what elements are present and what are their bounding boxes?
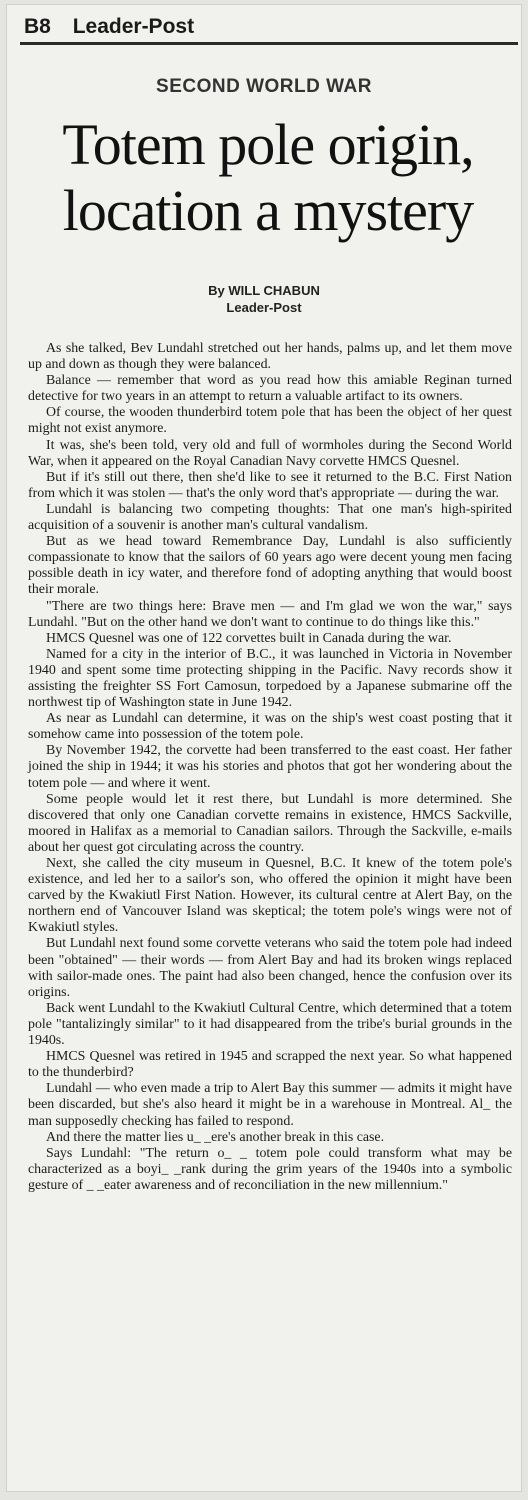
masthead: [24, 14, 504, 40]
byline-org: Leader-Post: [226, 300, 302, 315]
newspaper-name: Leader-Post: [72, 15, 195, 38]
byline: [0, 282, 528, 316]
article-paragraph: Back went Lundahl to the Kwakiutl Cultural Centre, which determined that a totem pole "tantalizingly similar" to it had disappeared from the tribe's burial grounds in the 1940s.: [28, 1000, 512, 1049]
headline: [14, 112, 522, 244]
article-paragraph: Lundahl — who even made a trip to Alert Bay this summer — admits it might have been discarded, but she's also heard it might be in a warehouse in Montreal. Al_ the man supposedly checking has failed to respond.: [28, 1081, 512, 1129]
article-body: [28, 341, 512, 1194]
article-paragraph: But if it's still out there, then she'd like to see it returned to the B.C. First Nation from which it was stolen — that's the only word that's appropriate — during the war.: [28, 469, 512, 501]
article-paragraph: As near as Lundahl can determine, it was on the ship's west coast posting that it somehow came into possession of the totem pole.: [28, 711, 512, 743]
headline-line-1: Totem pole origin,: [62, 112, 474, 177]
article-paragraph: By November 1942, the corvette had been transferred to the east coast. Her father joined the ship in 1944; it was his stories and photos that got her wondering about the totem pole — and where it went.: [28, 743, 512, 791]
headline-line-2: location a mystery: [62, 178, 474, 243]
article-paragraph: It was, she's been told, very old and full of wormholes during the Second World War, when it appeared on the Royal Canadian Navy corvette HMCS Quesnel.: [28, 437, 512, 469]
article-paragraph: Lundahl is balancing two competing thoughts: That one man's high-spirited acquisition of a souvenir is another man's cultural vandalism.: [28, 501, 512, 534]
article-paragraph: Balance — remember that word as you read how this amiable Reginan turned detective for two years in an attempt to return a valuable artifact to its owners.: [28, 373, 512, 405]
article-paragraph: Next, she called the city museum in Quesnel, B.C. It knew of the totem pole's existence, and led her to a sailor's son, who offered the opinion it might have been carved by the Kwakiutl First Nation. However, its cultural centre at Alert Bay, on the northern end of Vancouver Island was skeptical; the totem pole's wings were not of Kwakiutl styles.: [28, 856, 512, 936]
section-kicker: SECOND WORLD WAR: [156, 76, 372, 97]
article-paragraph: But Lundahl next found some corvette veterans who said the totem pole had indeed been "obtained" — their words — from Alert Bay and had its broken wings replaced with sailor-made ones. The paint had also been changed, hence the confusion over its origins.: [28, 936, 512, 1000]
article-paragraph: Some people would let it rest there, but Lundahl is more determined. She discovered that only one Canadian corvette remains in existence, HMCS Sackville, moored in Halifax as a memorial to Canadian sailors. Through the Sackville, e-mails about her quest got circulating across the country.: [28, 791, 512, 855]
article-paragraph: Says Lundahl: "The return o_ _ totem pole could transform what may be characterized as a boyi_ _rank during the grim years of the 1940s into a symbolic gesture of _ _eater awareness and of reconciliation in the new millennium.": [28, 1145, 512, 1193]
article-paragraph: But as we head toward Remembrance Day, Lundahl is also sufficiently compassionate to know that the sailors of 60 years ago were decent young men facing possible death in icy water, and therefore fond of adopting anything that would boost their morale.: [28, 534, 512, 598]
page-number: B8: [24, 15, 51, 38]
article-paragraph: As she talked, Bev Lundahl stretched out her hands, palms up, and let them move up and down as though they were balanced.: [28, 341, 512, 373]
byline-author: By WILL CHABUN: [208, 283, 320, 298]
article-paragraph: HMCS Quesnel was retired in 1945 and scrapped the next year. So what happened to the thunderbird?: [28, 1049, 512, 1081]
article-paragraph: HMCS Quesnel was one of 122 corvettes built in Canada during the war.: [46, 630, 452, 646]
article-paragraph: Named for a city in the interior of B.C., it was launched in Victoria in November 1940 and spent some time protecting shipping in the Pacific. Navy records show it assisting the freighter SS Fort Camosun, torpedoed by a Japanese submarine off the northwest tip of Washington state in June 1942.: [28, 646, 512, 711]
article-paragraph: Of course, the wooden thunderbird totem pole that has been the object of her quest might not exist anymore.: [28, 405, 512, 437]
article-paragraph: And there the matter lies u_ _ere's another break in this case.: [46, 1129, 385, 1145]
masthead-rule: [20, 42, 518, 45]
article-paragraph: "There are two things here: Brave men — and I'm glad we won the war," says Lundahl. "But on the other hand we don't want to continue to do things like this.": [28, 598, 512, 630]
